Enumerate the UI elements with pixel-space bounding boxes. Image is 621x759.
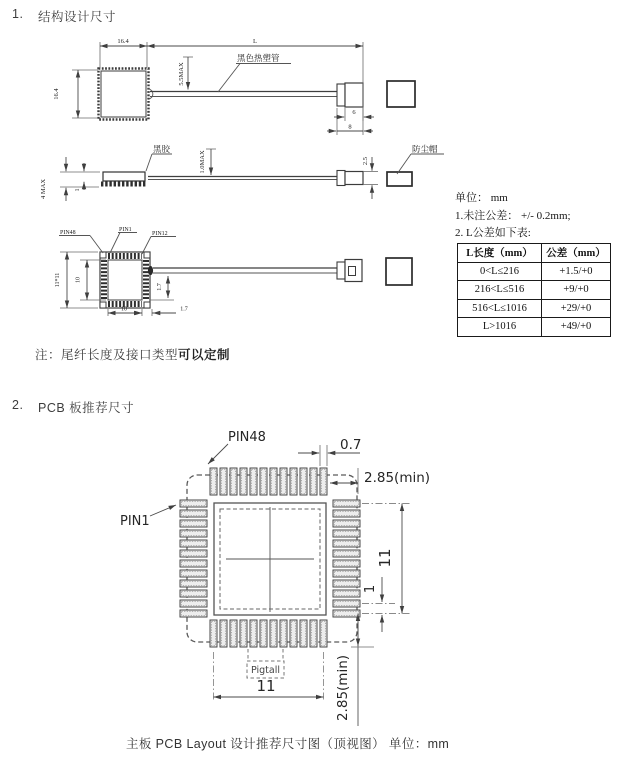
unit-line: 单位： mm <box>455 192 508 204</box>
pcb-dim-span-right: 11 <box>376 548 394 568</box>
dim-conn-body: 6 <box>352 109 356 116</box>
note-text: 注：尾纤长度及接口类型 <box>35 348 179 362</box>
pcb-layout-drawing <box>120 430 430 726</box>
table-row <box>458 262 611 281</box>
section2-heading <box>12 398 134 416</box>
top-view-drawing <box>53 38 415 135</box>
dim-left-height: 16.4 <box>53 88 60 100</box>
pin1-label: PIN1 <box>119 227 132 233</box>
dim-top-width: 16.4 <box>117 38 129 45</box>
pin-view-drawing <box>55 227 412 316</box>
side-view-drawing <box>40 144 444 201</box>
section1-number: 1. <box>12 7 24 21</box>
length-range: L>1016 <box>458 318 542 337</box>
table-row <box>458 281 611 300</box>
pcb-dim-pad-width: 0.7 <box>340 437 362 453</box>
section1-title: 结构设计尺寸 <box>38 10 117 24</box>
tolerance-value: +49/+0 <box>542 318 611 337</box>
dim-tube-od: 5.5MAX <box>178 62 185 86</box>
dim-body-height: 1 <box>74 188 81 192</box>
dim-cable-od: 1.0MAX <box>199 150 206 174</box>
note-bold-text: 可以定制 <box>178 348 231 362</box>
length-range: 516<L≤1016 <box>458 299 542 318</box>
pin48-label: PIN48 <box>60 230 76 236</box>
dim-pad-extent-right: 1.7 <box>157 283 163 291</box>
table-row <box>458 299 611 318</box>
tolerance-line2: 2. L公差如下表: <box>455 227 531 239</box>
pcb-layout-caption: 主板 PCB Layout 设计推荐尺寸图（顶视图） 单位：mm <box>126 737 450 751</box>
customization-note <box>35 345 230 363</box>
length-range: 0<L≤216 <box>458 262 542 281</box>
dim-inner-span-v: 10 <box>75 277 82 283</box>
section1-heading <box>12 7 116 25</box>
heat-shrink-label: 黑色热塑管 <box>237 53 280 63</box>
dim-inner-span-h: 10 <box>121 306 127 313</box>
table-header-row <box>458 244 611 263</box>
dim-total-height: 4 MAX <box>40 178 47 200</box>
tolerance-notes <box>455 190 571 243</box>
col-length-header: L长度（mm） <box>458 244 542 263</box>
pcb-dim-pad-length-bottom: 2.85(min) <box>335 654 351 722</box>
dim-outer-size: 11*11 <box>55 272 61 288</box>
pcb-pin48-label: PIN48 <box>228 430 266 445</box>
tolerance-table <box>457 243 611 337</box>
pcb-pigtail-label: Pigtall <box>250 665 281 676</box>
section2-title: PCB 板推荐尺寸 <box>38 401 135 415</box>
pin12-label: PIN12 <box>152 231 168 237</box>
pcb-dim-pad-length-top: 2.85(min) <box>364 470 431 486</box>
tolerance-line1: 1.未注公差： +/- 0.2mm; <box>455 209 571 222</box>
dim-top-length: L <box>253 38 257 45</box>
dim-conn-total: 8 <box>348 123 352 131</box>
pcb-pin1-label: PIN1 <box>120 514 150 529</box>
dim-pad-extent: 1.7 <box>180 306 188 313</box>
table-row <box>458 318 611 337</box>
pcb-dim-pitch: 1 <box>363 584 378 594</box>
section2-number: 2. <box>12 398 24 412</box>
tolerance-value: +9/+0 <box>542 281 611 300</box>
dim-conn-height: 2.5 <box>362 156 369 166</box>
pcb-dim-span-bottom: 11 <box>256 677 276 695</box>
length-range: 216<L≤516 <box>458 281 542 300</box>
col-tolerance-header: 公差（mm） <box>542 244 611 263</box>
dust-cap-label: 防尘帽 <box>412 144 438 154</box>
tolerance-value: +29/+0 <box>542 299 611 318</box>
glue-label: 黑胶 <box>153 144 171 154</box>
tolerance-value: +1.5/+0 <box>542 262 611 281</box>
